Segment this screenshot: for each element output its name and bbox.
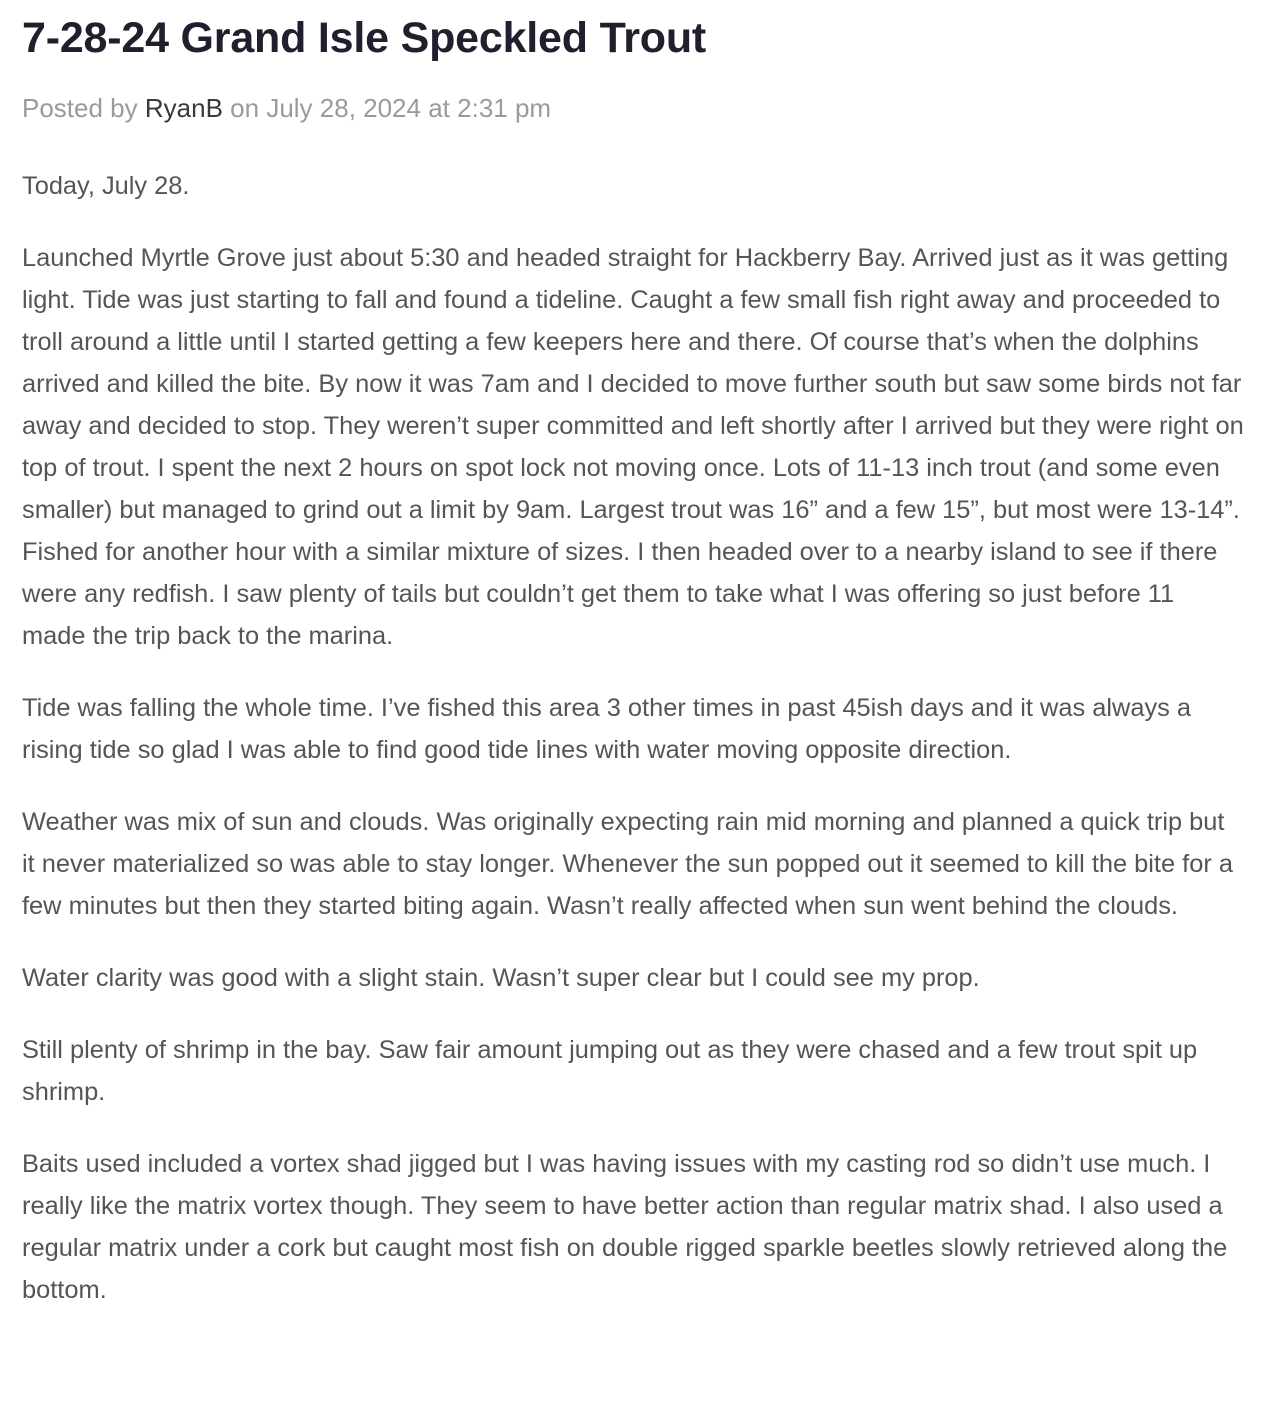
meta-at: at (428, 93, 450, 123)
post-paragraph: Water clarity was good with a slight stain. Wasn’t super clear but I could see my prop. (22, 964, 980, 992)
post-paragraph: Today, July 28. (22, 172, 190, 200)
post-paragraph: Still plenty of shrimp in the bay. Saw fair amount jumping out as they were chased and a few trout spit up shrimp. (22, 1036, 1198, 1106)
post-title: 7-28-24 Grand Isle Speckled Trout (22, 14, 707, 62)
post-date: July 28, 2024 (266, 93, 421, 123)
post-body (22, 165, 1244, 1311)
post-paragraph: Tide was falling the whole time. I’ve fished this area 3 other times in past 45ish days and it was always a rising tide so glad I was able to find good tide lines with water moving opposite direction. (22, 694, 1192, 764)
author-link[interactable]: RyanB (144, 93, 223, 123)
post-paragraph: Baits used included a vortex shad jigged but I was having issues with my casting rod so didn’t use much. I really like the matrix vortex though. They seem to have better action than regular matrix shad. I also used a regular matrix under a cork but caught most fish on double rigged sparkle beetles slowly retrieved along the bottom. (22, 1150, 1228, 1304)
post-article (22, 0, 1244, 1341)
post-paragraph: Weather was mix of sun and clouds. Was originally expecting rain mid morning and planned a quick trip but it never materialized so was able to stay longer. Whenever the sun popped out it seemed to kill the bite for a few minutes but then they started biting again. Wasn’t really affected when sun went behind the clouds. (22, 808, 1233, 920)
meta-on: on (230, 93, 260, 123)
post-time: 2:31 pm (457, 93, 552, 123)
meta-prefix: Posted by (22, 93, 138, 123)
post-paragraph: Launched Myrtle Grove just about 5:30 and headed straight for Hackberry Bay. Arrived just as it was getting light. Tide was just starting to fall and found a tideline. Caught a few small fish right away and proceeded to troll around a little until I started getting a few keepers here and there. Of course that’s when the dolphins arrived and killed the bite. By now it was 7am and I decided to move further south but saw some birds not far away and decided to stop. They weren’t super committed and left shortly after I arrived but they were right on top of trout. I spent the next 2 hours on spot lock not moving once. Lots of 11-13 inch trout (and some even smaller) but managed to grind out a limit by 9am. Largest trout was 16” and a few 15”, but most were 13-14”. Fished for another hour with a similar mixture of sizes. I then headed over to a nearby island to see if there were any redfish. I saw plenty of tails but couldn’t get them to take what I was offering so just before 11 made the trip back to the marina. (22, 244, 1244, 650)
post-meta (22, 92, 1244, 124)
